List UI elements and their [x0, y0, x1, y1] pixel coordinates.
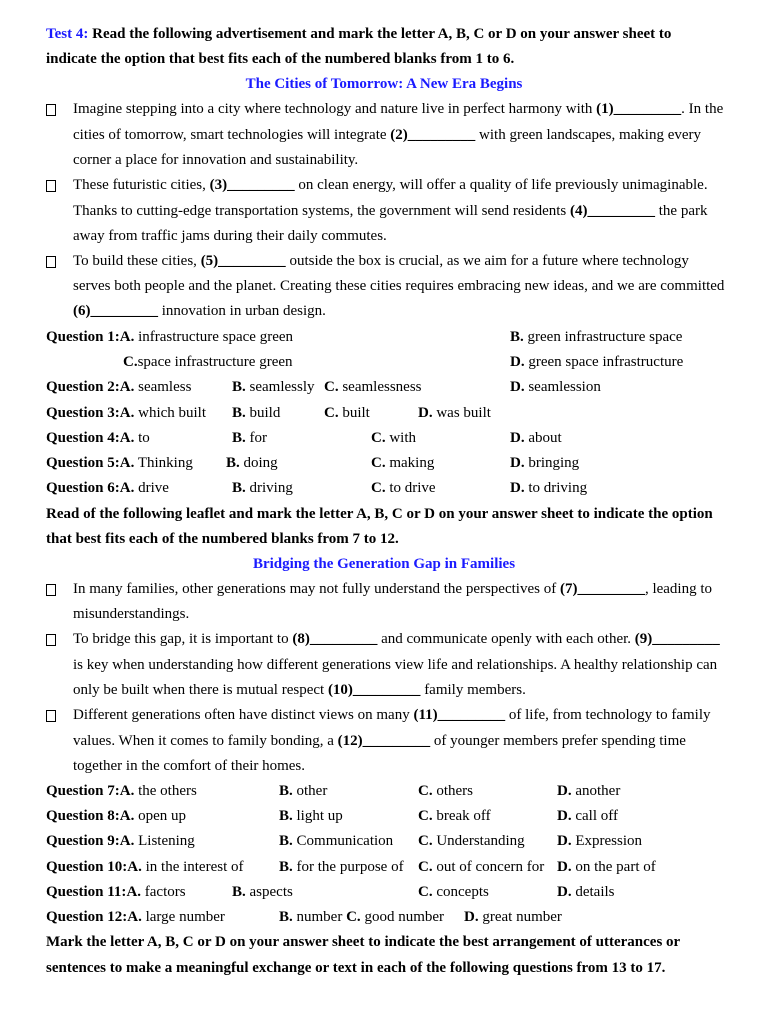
question-1-option-c: C.space infrastructure green — [123, 354, 293, 370]
question-2-label-option-a: Question 2:A. seamless — [46, 379, 192, 395]
question-6-option-b: B. driving — [232, 480, 293, 496]
question-4-option-c: C. with — [371, 430, 417, 446]
question-9-option-d: D. Expression — [557, 833, 643, 849]
question-4-label-option-a: Question 4:A. to — [46, 430, 150, 446]
square-bullet-icon — [46, 634, 56, 646]
instruction-2-line-2: that best fits each of the numbered blanks from 7 to 12. — [46, 531, 399, 547]
question-8-label-option-a: Question 8:A. open up — [46, 808, 187, 824]
question-3-option-d: D. was built — [418, 405, 491, 421]
para5-line1: To bridge this gap, it is important to (8)_________ and communicate openly with each other. (9)_________ — [73, 631, 720, 647]
question-6-option-c: C. to drive — [371, 480, 436, 496]
question-5-option-c: C. making — [371, 455, 435, 471]
question-2-option-d: D. seamlession — [510, 379, 601, 395]
para3-line1: To build these cities, (5)_________ outside the box is crucial, as we aim for a future where technology — [73, 253, 689, 269]
question-10-label-option-a: Question 10:A. in the interest of — [46, 859, 244, 875]
test-label: Test 4: — [46, 26, 89, 42]
instruction-1-line-2: indicate the option that best fits each of the numbered blanks from 1 to 6. — [46, 51, 515, 67]
blank-8: (8)_________ — [292, 631, 378, 647]
question-8-option-c: C. break off — [418, 808, 491, 824]
title-cities-of-tomorrow: The Cities of Tomorrow: A New Era Begins — [245, 76, 523, 92]
square-bullet-icon — [46, 180, 56, 192]
instruction-1-text: Read the following advertisement and mark the letter A, B, C or D on your answer sheet to — [92, 26, 672, 42]
question-11-option-d: D. details — [557, 884, 615, 900]
question-3-option-b: B. build — [232, 405, 281, 421]
para3-line2: serves both people and the planet. Creating these cities requires embracing new ideas, and we are committed — [73, 278, 725, 294]
para2-line2: Thanks to cutting-edge transportation systems, the government will send residents (4)_________ the park — [73, 203, 708, 219]
para6-line1: Different generations often have distinct views on many (11)_________ of life, from technology to family — [73, 707, 711, 723]
para1-line2: cities of tomorrow, smart technologies will integrate (2)_________ with green landscapes, making every — [73, 127, 702, 143]
para2-line3: away from traffic jams during their daily commutes. — [73, 228, 387, 244]
question-7-option-c: C. others — [418, 783, 474, 799]
question-1-option-b: B. green infrastructure space — [510, 329, 683, 345]
blank-1: (1)_________ — [596, 101, 682, 117]
question-5-option-b: B. doing — [226, 455, 278, 471]
question-11-label-option-a: Question 11:A. factors — [46, 884, 186, 900]
title-generation-gap: Bridging the Generation Gap in Families — [252, 556, 516, 572]
para1-line3: corner a place for innovation and sustainability. — [73, 152, 359, 168]
blank-5: (5)_________ — [200, 253, 286, 269]
instruction-1-line-1 — [46, 25, 671, 43]
question-10-option-b: B. for the purpose of — [279, 859, 404, 875]
question-1-option-d: D. green space infrastructure — [510, 354, 684, 370]
blank-4: (4)_________ — [570, 203, 655, 219]
question-5-label-option-a: Question 5:A. Thinking — [46, 455, 193, 471]
question-3-option-c: C. built — [324, 405, 370, 421]
question-1-label-option-a: Question 1:A. infrastructure space green — [46, 329, 294, 345]
instruction-3-line-2: sentences to make a meaningful exchange or text in each of the following questions from 13 to 17. — [46, 960, 666, 976]
blank-11: (11)_________ — [413, 707, 506, 723]
question-12-option-b-c: B. number C. good number — [279, 909, 445, 925]
square-bullet-icon — [46, 584, 56, 596]
question-11-option-b: B. aspects — [232, 884, 293, 900]
blank-12: (12)_________ — [337, 733, 431, 749]
instruction-2-line-1: Read of the following leaflet and mark the letter A, B, C or D on your answer sheet to indicate the option — [46, 506, 713, 522]
question-10-option-c: C. out of concern for — [418, 859, 545, 875]
para6-line2: values. When it comes to family bonding, a (12)_________ of younger members prefer spending time — [73, 733, 686, 749]
para1-line1: Imagine stepping into a city where technology and nature live in perfect harmony with (1)_________. In the — [73, 101, 724, 117]
para6-line3: together in the comfort of their homes. — [73, 758, 306, 774]
question-10-option-d: D. on the part of — [557, 859, 656, 875]
question-9-option-b: B. Communication — [279, 833, 394, 849]
para5-line2: is key when understanding how different generations view life and relationships. A healthy relationship can — [73, 657, 718, 673]
question-9-option-c: C. Understanding — [418, 833, 525, 849]
question-7-option-b: B. other — [279, 783, 328, 799]
question-8-option-b: B. light up — [279, 808, 343, 824]
question-4-option-b: B. for — [232, 430, 268, 446]
blank-7: (7)_________ — [559, 581, 645, 597]
question-9-label-option-a: Question 9:A. Listening — [46, 833, 195, 849]
question-5-option-d: D. bringing — [510, 455, 580, 471]
para3-line3: (6)_________ innovation in urban design. — [73, 303, 326, 319]
blank-2: (2)_________ — [390, 127, 476, 143]
square-bullet-icon — [46, 104, 56, 116]
question-7-label-option-a: Question 7:A. the others — [46, 783, 197, 799]
question-2-option-c: C. seamlessness — [324, 379, 422, 395]
blank-10: (10)_________ — [327, 682, 421, 698]
question-11-option-c: C. concepts — [418, 884, 489, 900]
question-8-option-d: D. call off — [557, 808, 618, 824]
instruction-3-line-1: Mark the letter A, B, C or D on your answer sheet to indicate the best arrangement of utterances or — [46, 934, 681, 950]
question-12-label-option-a: Question 12:A. large number — [46, 909, 225, 925]
question-12-option-d: D. great number — [464, 909, 562, 925]
para4-line2: misunderstandings. — [73, 606, 190, 622]
para5-line3: only be built when there is mutual respect (10)_________ family members. — [73, 682, 526, 698]
question-2-option-b: B. seamlessly — [232, 379, 315, 395]
blank-6: (6)_________ — [73, 303, 158, 319]
question-4-option-d: D. about — [510, 430, 562, 446]
question-7-option-d: D. another — [557, 783, 621, 799]
question-3-label-option-a: Question 3:A. which built — [46, 405, 207, 421]
para2-line1: These futuristic cities, (3)_________ on clean energy, will offer a quality of life previously unimaginable. — [73, 177, 708, 193]
question-6-option-d: D. to driving — [510, 480, 588, 496]
blank-9: (9)_________ — [634, 631, 720, 647]
square-bullet-icon — [46, 256, 56, 268]
question-6-label-option-a: Question 6:A. drive — [46, 480, 169, 496]
square-bullet-icon — [46, 710, 56, 722]
blank-3: (3)_________ — [209, 177, 295, 193]
para4-line1: In many families, other generations may not fully understand the perspectives of (7)_________, leading to — [73, 581, 713, 597]
